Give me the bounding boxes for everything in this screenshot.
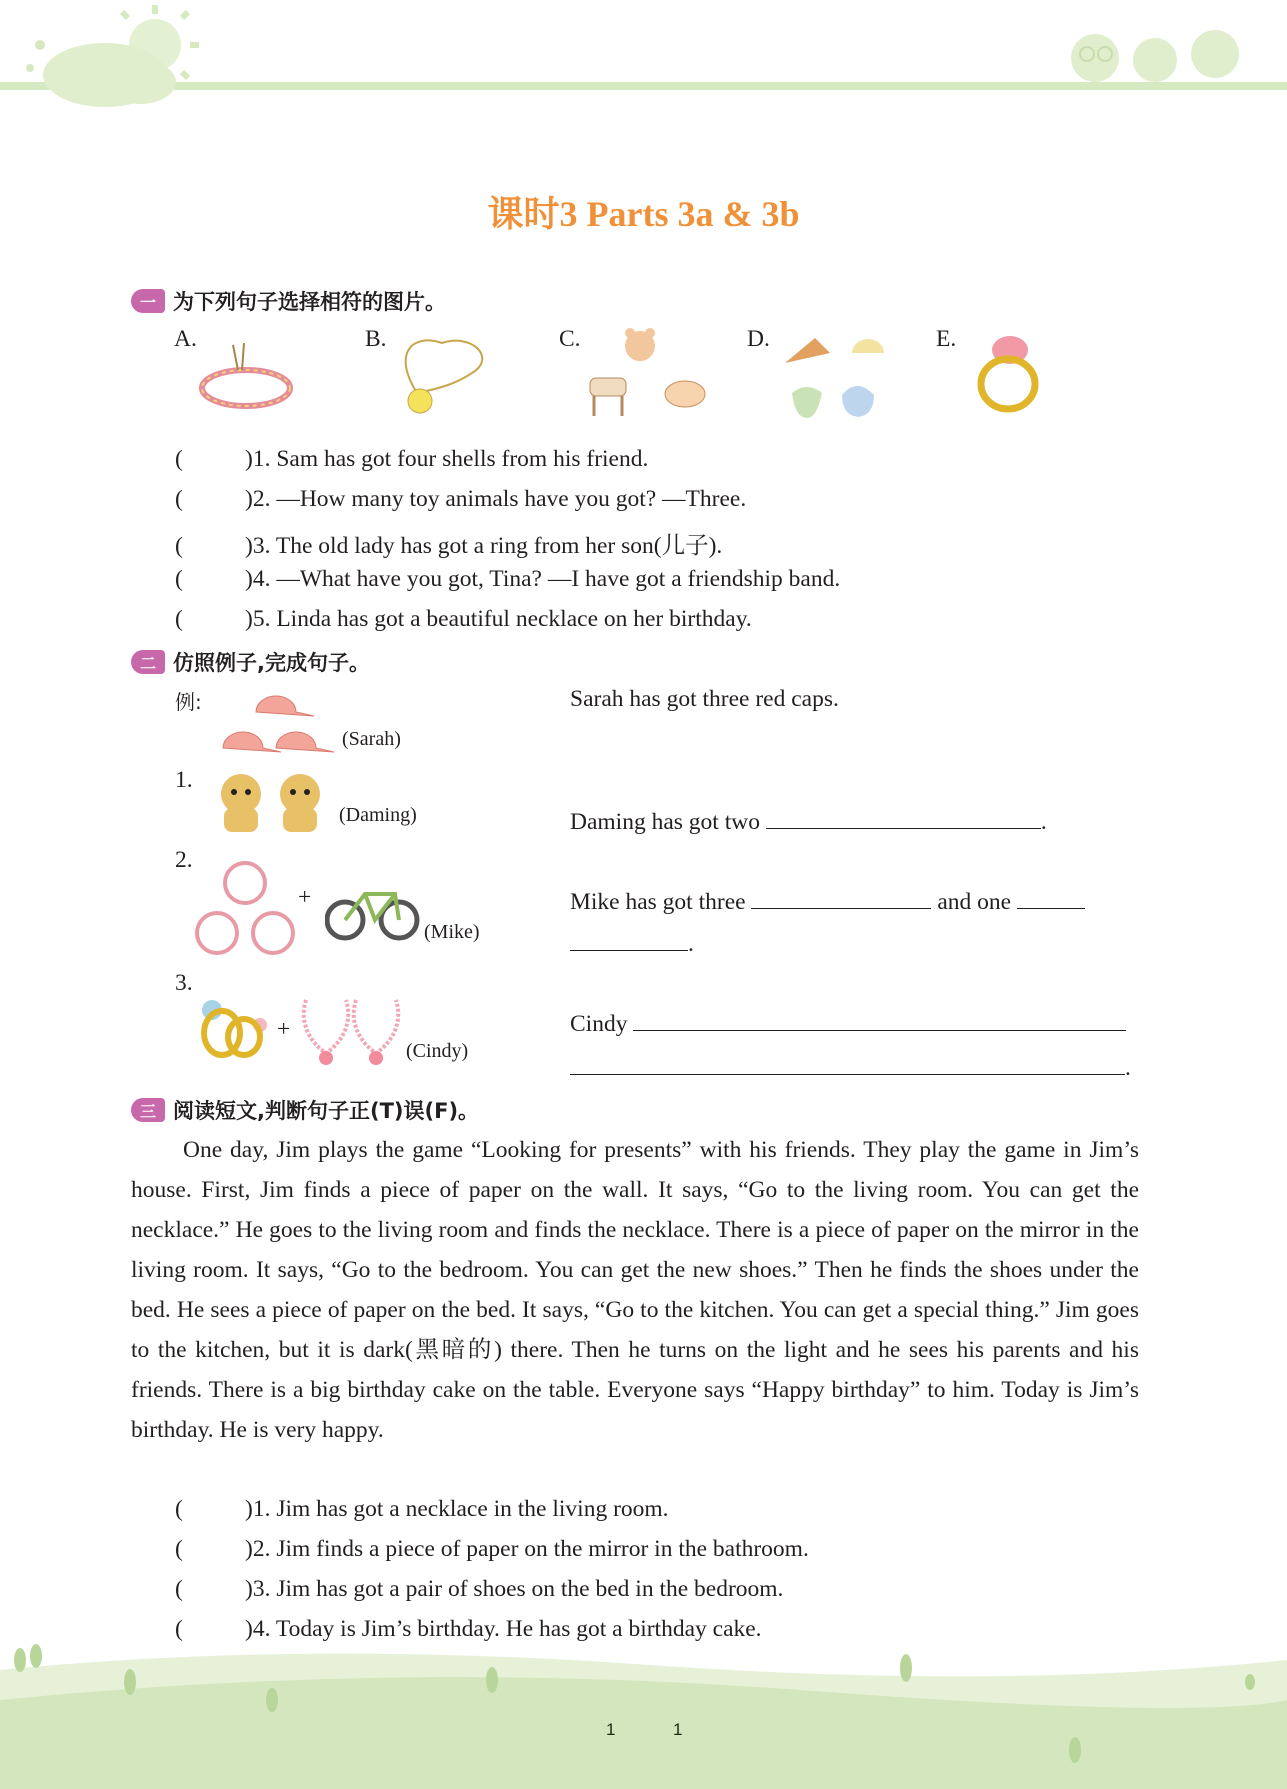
- shells-image: [780, 333, 890, 423]
- alarm-clocks-image: [195, 855, 305, 958]
- animal-faces-icon: [1055, 20, 1255, 85]
- question-text: )4. Today is Jim’s birthday. He has got a birthday cake.: [245, 1616, 762, 1642]
- answer-line[interactable]: [570, 928, 688, 951]
- item-3-sentence: [570, 1008, 1126, 1038]
- option-label-e: E.: [936, 326, 957, 352]
- question-text: )5. Linda has got a beautiful necklace on her birthday.: [245, 606, 752, 632]
- question-text: )1. Sam has got four shells from his friend.: [245, 446, 649, 472]
- rings-image: [198, 995, 273, 1060]
- question-item: [175, 606, 752, 633]
- answer-blank[interactable]: (: [175, 1496, 183, 1522]
- question-item: [175, 526, 722, 560]
- answer-blank[interactable]: (: [175, 1576, 183, 1602]
- footer-hills-decoration: [0, 1640, 1287, 1789]
- question-item: [175, 566, 840, 593]
- toy-animals-image: [582, 326, 712, 421]
- cat-toys-image: [208, 772, 338, 834]
- example-label: 例:: [175, 690, 202, 714]
- question-text: )1. Jim has got a necklace in the living room.: [245, 1496, 669, 1522]
- section-instruction: 阅读短文,判断句子正(T)误(F)。: [173, 1099, 480, 1123]
- question-item: [175, 1496, 669, 1523]
- question-item: [175, 486, 746, 513]
- option-label-b: B.: [365, 326, 387, 352]
- answer-line[interactable]: [633, 1008, 1126, 1031]
- item-2-sentence-cont: [570, 928, 694, 958]
- plus-sign: +: [298, 884, 312, 910]
- question-text: )3. The old lady has got a ring from her son(儿子).: [245, 533, 723, 559]
- option-label-c: C.: [559, 326, 581, 352]
- answer-blank[interactable]: (: [175, 486, 183, 512]
- item-name: (Cindy): [406, 1040, 469, 1062]
- section-badge: 三: [131, 1098, 165, 1122]
- sentence-start: Cindy: [570, 1011, 628, 1037]
- reading-passage: One day, Jim plays the game “Looking for presents” with his friends. They play the game in Jim’s house. First, Jim finds a piece of paper on the wall. It says, “Go to the living room. You can get the necklace.” He goes to the living room and finds the necklace. There is a piece of paper on the mirror in the living room. It says, “Go to the bedroom. You can get the new shoes.” Then he finds the shoes under the bed. He sees a piece of paper on the bed. It says, “Go to the kitchen. You can get a special thing.” Jim goes to the kitchen, but it is dark(黑暗的) there. Then he turns on the light and he sees his parents and his friends. There is a big birthday cake on the table. Everyone says “Happy birthday” to him. Today is Jim’s birthday. He is very happy.: [131, 1137, 1139, 1443]
- necklaces-image: [298, 995, 403, 1068]
- answer-blank[interactable]: (: [175, 446, 183, 472]
- section-instruction: 仿照例子,完成句子。: [173, 651, 370, 675]
- page-number-left: 1: [606, 1720, 616, 1739]
- question-text: )3. Jim has got a pair of shoes on the bed in the bedroom.: [245, 1576, 784, 1602]
- sentence-end: .: [688, 931, 694, 957]
- necklace-image: [392, 333, 492, 418]
- section-instruction: 为下列句子选择相符的图片。: [173, 290, 446, 314]
- item-3-sentence-cont: [570, 1052, 1131, 1082]
- friendship-band-image: [198, 340, 298, 415]
- item-1-sentence: [570, 806, 1047, 836]
- item-name: (Mike): [424, 921, 480, 943]
- section-badge: 一: [131, 289, 165, 313]
- item-2-sentence: [570, 886, 1085, 916]
- sentence-end: .: [1040, 809, 1047, 835]
- answer-blank[interactable]: (: [175, 1616, 183, 1642]
- section-badge: 二: [131, 650, 165, 674]
- item-number: 1.: [175, 767, 193, 793]
- item-name: (Daming): [339, 804, 417, 826]
- ring-image: [972, 330, 1047, 415]
- sentence-start: Mike has got three: [570, 889, 746, 915]
- answer-blank[interactable]: (: [175, 1536, 183, 1562]
- sentence-start: Daming has got two: [570, 809, 760, 835]
- sentence-middle: and one: [937, 889, 1012, 915]
- question-text: )2. —How many toy animals have you got? —Three.: [245, 486, 747, 512]
- bicycle-image: [325, 872, 420, 944]
- caps-image: [218, 688, 338, 756]
- plus-sign: +: [277, 1016, 291, 1042]
- question-item: [175, 1576, 783, 1603]
- answer-blank[interactable]: (: [175, 566, 183, 592]
- section-2-heading: [131, 647, 370, 677]
- question-item: [175, 1536, 809, 1563]
- item-number: 3.: [175, 970, 193, 996]
- item-number: 2.: [175, 847, 193, 873]
- section-3-heading: [131, 1095, 479, 1125]
- example-name: (Sarah): [342, 728, 401, 750]
- question-item: [175, 446, 648, 473]
- option-label-d: D.: [747, 326, 770, 352]
- option-label-a: A.: [174, 326, 197, 352]
- answer-blank[interactable]: (: [175, 533, 183, 559]
- section-1-heading: [131, 286, 446, 316]
- answer-line[interactable]: [1017, 886, 1085, 909]
- question-item: [175, 1616, 762, 1643]
- answer-blank[interactable]: (: [175, 606, 183, 632]
- question-text: )4. —What have you got, Tina? —I have got a friendship band.: [245, 566, 841, 592]
- example-sentence: Sarah has got three red caps.: [570, 686, 839, 712]
- sentence-end: .: [1125, 1055, 1131, 1081]
- answer-line[interactable]: [766, 806, 1041, 829]
- question-text: )2. Jim finds a piece of paper on the mirror in the bathroom.: [245, 1536, 809, 1562]
- page-number-right: 1: [673, 1720, 683, 1739]
- answer-line[interactable]: [570, 1052, 1125, 1075]
- page-title: 课时3 Parts 3a & 3b: [487, 194, 800, 234]
- cloud-sun-icon: [0, 0, 220, 115]
- answer-line[interactable]: [751, 886, 931, 909]
